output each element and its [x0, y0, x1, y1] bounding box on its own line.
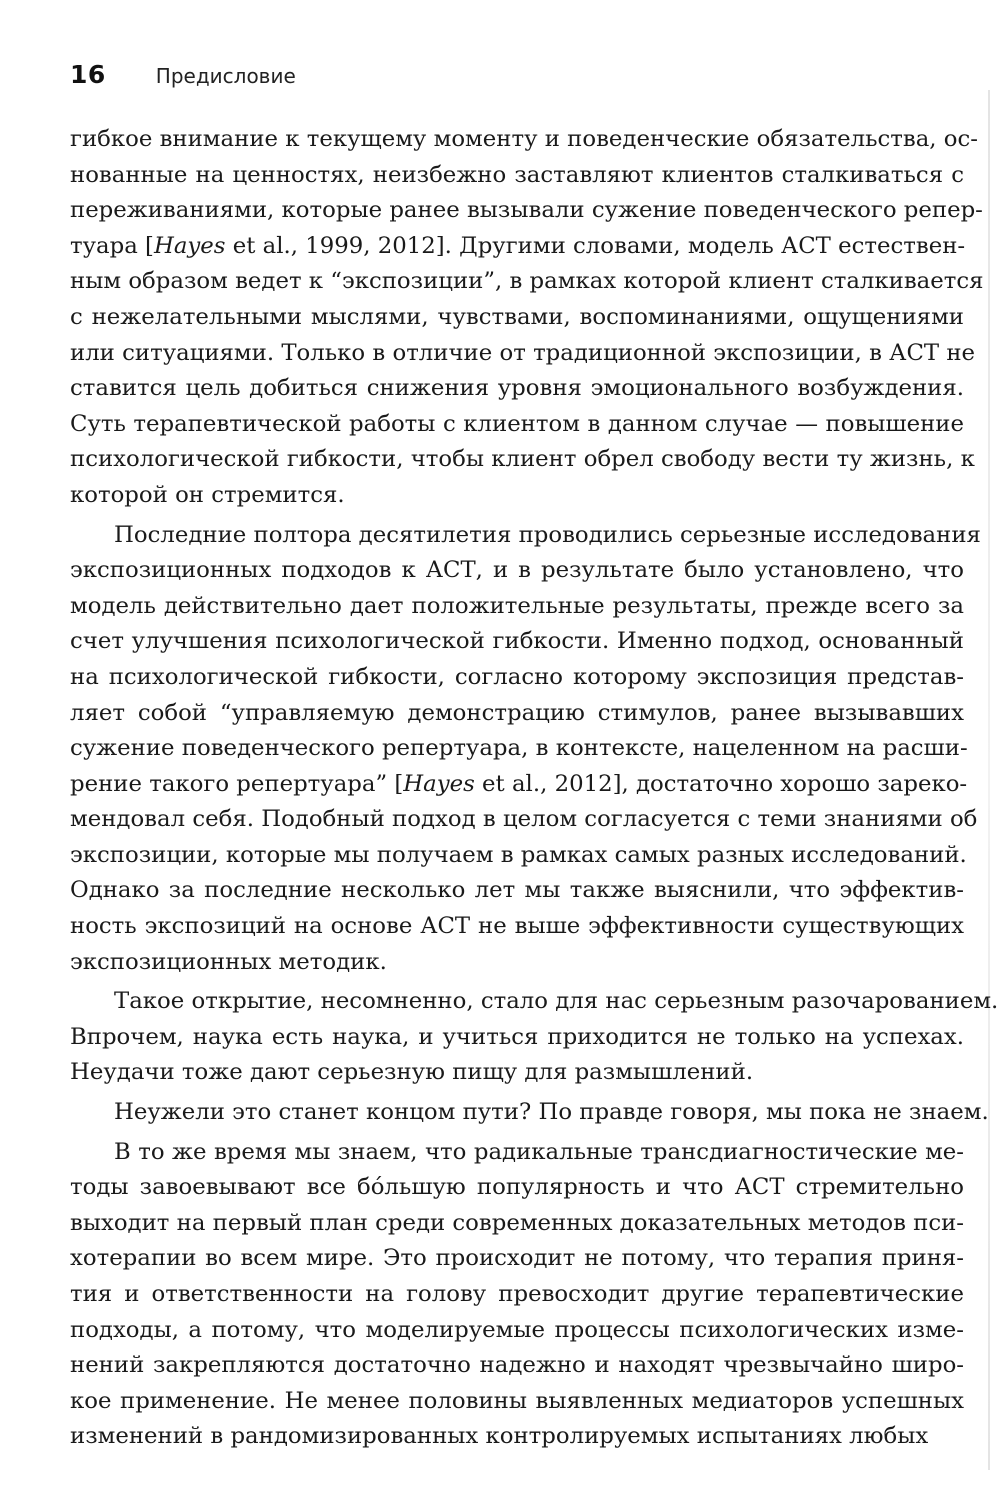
text-line: которой он стремится. — [70, 481, 345, 508]
text-line: экспозиционных подходов к АСТ, и в результате было установлено, что — [70, 557, 964, 584]
paragraph — [70, 984, 999, 1091]
text-line: тия и ответственности на голову превосходит другие терапевтические — [70, 1281, 964, 1307]
paragraph — [70, 518, 981, 981]
text-line: нованные на ценностях, неизбежно заставляют клиентов сталкиваться с — [70, 161, 964, 188]
text-line: Такое открытие, несомненно, стало для нас серьезным разочарованием. — [114, 988, 999, 1015]
text-line: хотерапии во всем мире. Это происходит не потому, что терапия приня- — [70, 1245, 964, 1272]
text-line: психологической гибкости, чтобы клиент обрел свободу вести ту жизнь, к — [70, 446, 975, 473]
text-line: кое применение. Не менее половины выявленных медиаторов успешных — [70, 1387, 964, 1414]
page-number: 16 — [70, 60, 106, 89]
text-line: Последние полтора десятилетия проводились серьезные исследования — [114, 521, 981, 548]
text-line: выходит на первый план среди современных доказательных методов пси- — [70, 1209, 965, 1236]
text-line: Суть терапевтической работы с клиентом в данном случае — повышение — [70, 410, 964, 437]
text-line: экспозиции, которые мы получаем в рамках самых разных исследований. — [70, 841, 967, 868]
page-edge-shadow — [988, 90, 990, 1470]
text-line: модель действительно дает положительные результаты, прежде всего за — [70, 592, 964, 619]
paragraph — [70, 1135, 964, 1455]
text-line: гибкое внимание к текущему моменту и поведенческие обязательства, ос- — [70, 126, 978, 152]
paragraph — [70, 1095, 989, 1131]
text-line: подходы, а потому, что моделируемые процессы психологических изме- — [70, 1316, 964, 1343]
text-line: сужение поведенческого репертуара, в контексте, нацеленном на расши- — [70, 735, 968, 762]
text-line: на психологической гибкости, согласно которому экспозиция представ- — [70, 663, 964, 690]
running-head — [70, 60, 296, 100]
text-line: ляет собой “управляемую демонстрацию стимулов, ранее вызывавших — [70, 699, 964, 726]
text-line: экспозиционных методик. — [70, 948, 387, 975]
text-line: ным образом ведет к “экспозиции”, в рамках которой клиент сталкивается — [70, 268, 984, 295]
text-line: Однако за последние несколько лет мы также выяснили, что эффектив- — [70, 877, 964, 904]
text-line: или ситуациями. Только в отличие от традиционной экспозиции, в АСТ не — [70, 339, 976, 366]
section-title: Предисловие — [155, 64, 296, 88]
text-line: мендовал себя. Подобный подход в целом согласуется с теми знаниями об — [70, 806, 978, 833]
text-line: счет улучшения психологической гибкости. Именно подход, основанный — [70, 628, 964, 655]
text-line: рение такого репертуара” [Hayes et al., 2012], достаточно хорошо зареко- — [70, 770, 968, 797]
text-line: Неудачи тоже дают серьезную пищу для размышлений. — [70, 1059, 754, 1086]
body-text — [70, 122, 999, 1459]
text-line: Впрочем, наука есть наука, и учиться приходится не только на успехах. — [70, 1023, 964, 1050]
paragraph — [70, 122, 984, 514]
text-line: В то же время мы знаем, что радикальные трансдиагностические ме- — [114, 1138, 964, 1165]
text-line: нений закрепляются достаточно надежно и находят чрезвычайно широ- — [70, 1352, 964, 1379]
text-line: Неужели это станет концом пути? По правде говоря, мы пока не знаем. — [114, 1099, 989, 1126]
text-line: тоды завоевывают все бóльшую популярность и что АСТ стремительно — [70, 1174, 964, 1201]
text-line: ность экспозиций на основе АСТ не выше эффективности существующих — [70, 913, 964, 940]
text-line: ставится цель добиться снижения уровня эмоционального возбуждения. — [70, 375, 964, 402]
text-line: туара [Hayes et al., 1999, 2012]. Другими словами, модель АСТ естествен- — [70, 232, 966, 259]
text-line: переживаниями, которые ранее вызывали сужение поведенческого репер- — [70, 197, 983, 224]
text-line: изменений в рандомизированных контролируемых испытаниях любых — [70, 1423, 929, 1450]
text-line: с нежелательными мыслями, чувствами, воспоминаниями, ощущениями — [70, 303, 964, 330]
